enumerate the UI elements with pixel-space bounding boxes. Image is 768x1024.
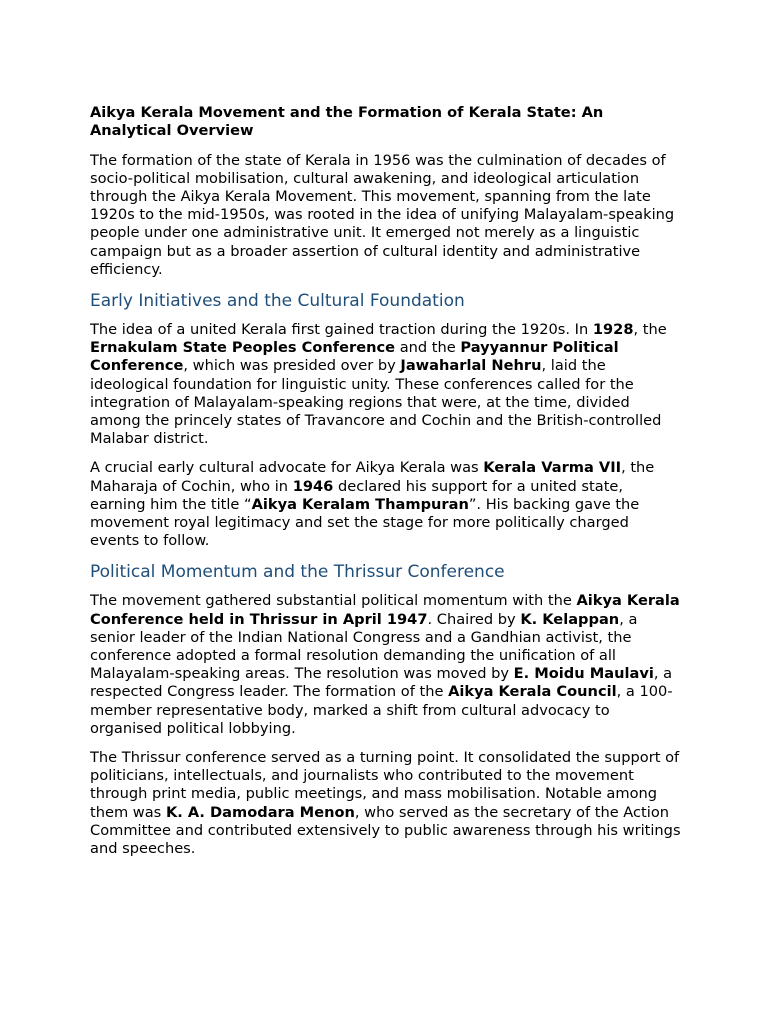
section-heading-early-initiatives: Early Initiatives and the Cultural Foundation <box>90 291 465 312</box>
text-run: , laid the ideological foundation for linguistic unity. These conferences called for the integration of Malayalam-speaking regions that were, at the time, divided among the princely states of Travancore and Cochin and the British-controlled Malabar district. <box>90 357 662 448</box>
bold-text-run: 1946 <box>292 477 334 495</box>
bold-text-run: 1928 <box>592 321 634 339</box>
bold-text-run: Aikya Kerala Council <box>448 683 617 701</box>
text-run: ”. His backing gave the movement royal legitimacy and set the stage for more politically charged events to follow. <box>90 495 640 550</box>
text-run: The idea of a united Kerala first gained traction during the 1920s. In <box>90 321 593 339</box>
paragraph-kerala-varma <box>90 459 682 550</box>
paragraph-thrissur-conference <box>90 592 682 738</box>
section-heading-political-momentum: Political Momentum and the Thrissur Conference <box>90 562 505 583</box>
text-run: and the <box>395 339 461 357</box>
text-run: , a 100-member representative body, marked a shift from cultural advocacy to organised political lobbying. <box>90 683 673 737</box>
text-run: A crucial early cultural advocate for Aikya Kerala was <box>90 459 484 477</box>
bold-text-run: K. Kelappan <box>520 610 620 628</box>
bold-text-run: E. Moidu Maulavi <box>513 665 654 683</box>
paragraph-1928-conferences <box>90 321 682 448</box>
text-run: , the Maharaja of Cochin, who in <box>90 459 655 495</box>
bold-text-run: K. A. Damodara Menon <box>165 803 355 821</box>
text-run: , which was presided over by <box>183 357 401 375</box>
text-run: , the <box>633 321 667 339</box>
bold-text-run: Payyannur Political Conference <box>90 339 619 375</box>
bold-text-run: Ernakulam State Peoples Conference <box>90 339 396 357</box>
document-title: Aikya Kerala Movement and the Formation of Kerala State: An Analytical Overview <box>90 104 604 140</box>
bold-text-run: Aikya Kerala Conference held in Thrissur in April 1947 <box>90 592 680 628</box>
text-run: The Thrissur conference served as a turning point. It consolidated the support of politicians, intellectuals, and journalists who contributed to the movement through print media, public meetings, and mass mobilisation. Notable among them was <box>90 749 680 821</box>
bold-text-run: Aikya Keralam Thampuran <box>251 495 469 513</box>
text-run: , who served as the secretary of the Action Committee and contributed extensively to public awareness through his writings and speeches. <box>90 803 681 858</box>
document-page <box>90 104 682 869</box>
text-run: declared his support for a united state, earning him the title “ <box>90 477 624 513</box>
text-run: . Chaired by <box>427 610 521 628</box>
text-run: The formation of the state of Kerala in 1956 was the culmination of decades of socio-political mobilisation, cultural awakening, and ideological articulation through the Aikya Kerala Movement. This movement, spanning from the late 1920s to the mid-1950s, was rooted in the idea of unifying Malayalam-speaking people under one administrative unit. It emerged not merely as a linguistic campaign but as a broader assertion of cultural identity and administrative efficiency. <box>90 151 675 278</box>
intro-paragraph <box>90 152 682 279</box>
text-run: , a respected Congress leader. The formation of the <box>90 665 673 701</box>
paragraph-turning-point <box>90 749 682 858</box>
bold-text-run: Jawaharlal Nehru <box>400 357 542 375</box>
text-run: The movement gathered substantial political momentum with the <box>90 592 577 610</box>
bold-text-run: Kerala Varma VII <box>483 459 622 477</box>
text-run: , a senior leader of the Indian National Congress and a Gandhian activist, the conference adopted a formal resolution demanding the unification of all Malayalam-speaking areas. The resolution was moved by <box>90 610 638 683</box>
